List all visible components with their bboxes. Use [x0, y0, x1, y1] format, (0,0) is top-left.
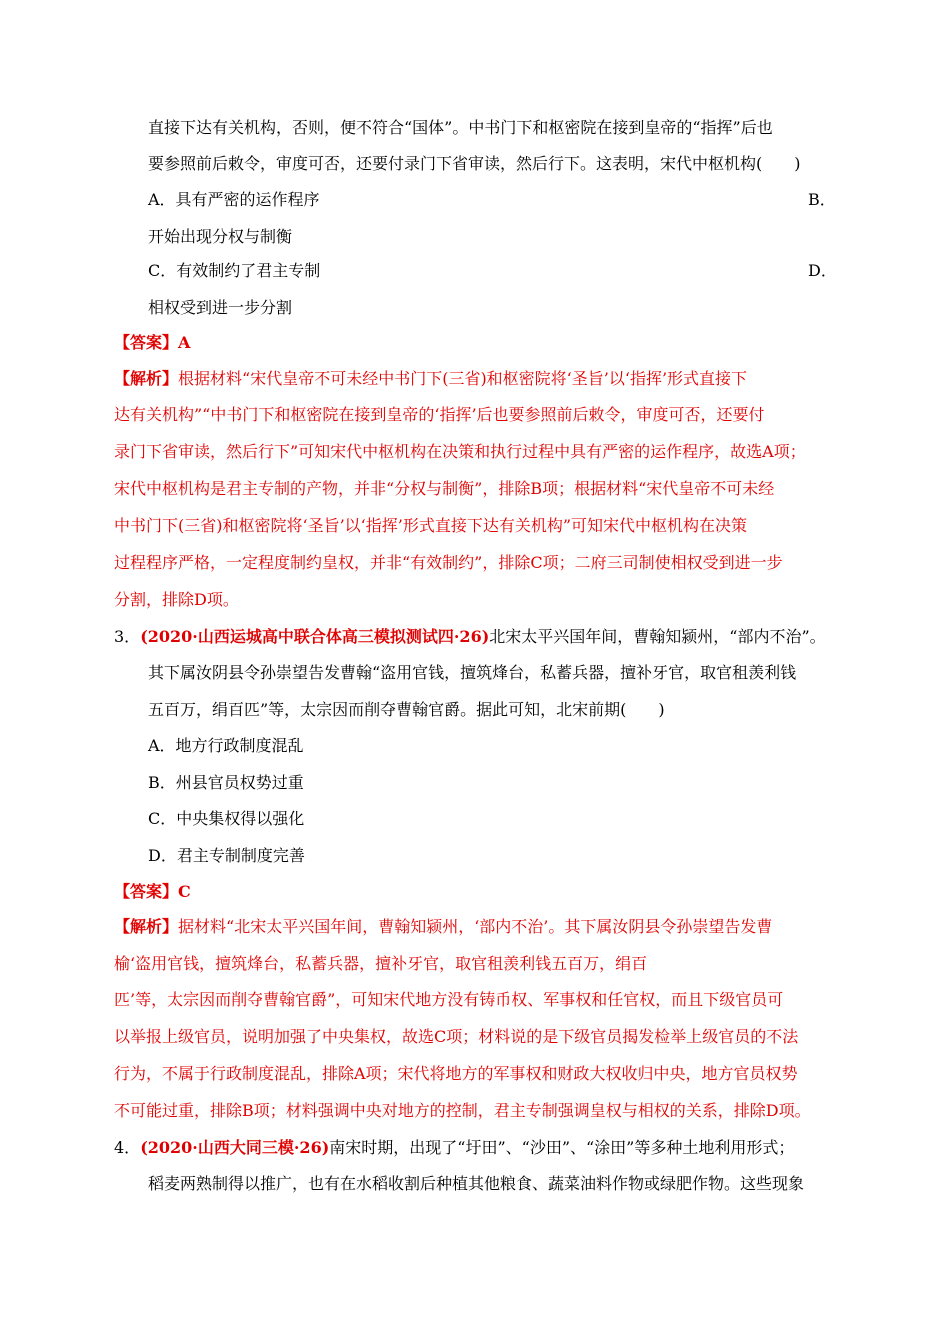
q3-stem-line-1 [114, 626, 826, 648]
q2-option-a: A．具有严密的运作程序 [148, 190, 320, 209]
q3-analysis-line-4: 以举报上级官员，说明加强了中央集权，故选C项；材料说的是下级官员揭发检举上级官员的不法 [114, 1027, 799, 1046]
question-source: (2020·山西运城高中联合体高三模拟测试四·26) [140, 627, 490, 646]
question-number: 4． [114, 1138, 141, 1157]
q2-option-b-label: B． [808, 190, 836, 209]
q2-option-d-text: 相权受到进一步分割 [148, 298, 293, 317]
q2-analysis-line-7: 分割，排除D项。 [114, 590, 239, 609]
q2-answer [114, 332, 190, 354]
q3-analysis-line-3: 匹’等，太宗因而削夺曹翰官爵”，可知宋代地方没有铸币权、军事权和任官权，而且下级官员可 [114, 990, 784, 1009]
q3-option-c: C．中央集权得以强化 [148, 809, 305, 828]
q4-stem-line-1 [114, 1137, 794, 1159]
q2-analysis-line-3: 录门下省审读，然后行下”可知宋代中枢机构在决策和执行过程中具有严密的运作程序，故选A项； [114, 442, 806, 461]
q2-analysis-line-2: 达有关机构”“中书门下和枢密院在接到皇帝的‘指挥’后也要参照前后敕令，审度可否，还要付 [114, 405, 765, 424]
q4-stem-line-2: 稻麦两熟制得以推广，也有在水稻收割后种植其他粮食、蔬菜油料作物或绿肥作物。这些现象 [148, 1174, 805, 1193]
question-number: 3． [114, 627, 141, 646]
analysis-label: 【解析】 [114, 917, 179, 936]
answer-value: A [178, 333, 191, 352]
q2-analysis-line-5: 中书门下(三省)和枢密院将‘圣旨’以‘指挥’形式直接下达有关机构”可知宋代中枢机构在决策 [114, 516, 748, 535]
q3-stem-line-3: 五百万，绢百匹”等，太宗因而削夺曹翰官爵。据此可知，北宋前期( ) [148, 700, 665, 719]
q3-analysis-line-1 [114, 916, 772, 938]
q2-option-c: C．有效制约了君主专制 [148, 261, 321, 280]
q2-analysis-line-4: 宋代中枢机构是君主专制的产物，并非“分权与制衡”，排除B项；根据材料“宋代皇帝不可未经 [114, 479, 775, 498]
q3-option-a: A．地方行政制度混乱 [148, 736, 304, 755]
q2-analysis-line-1 [114, 368, 747, 390]
question-stem-start: 南宋时期，出现了“圩田”、“沙田”、“涂田”等多种土地利用形式； [329, 1138, 795, 1157]
q2-stem-line-1: 直接下达有关机构，否则，便不符合“国体”。中书门下和枢密院在接到皇帝的“指挥”后也 [148, 118, 773, 137]
q3-analysis-line-6: 不可能过重，排除B项；材料强调中央对地方的控制，君主专制强调皇权与相权的关系，排除D项。 [114, 1101, 811, 1120]
question-source: (2020·山西大同三模·26) [140, 1138, 330, 1157]
q3-analysis-line-5: 行为，不属于行政制度混乱，排除A项；宋代将地方的军事权和财政大权收归中央，地方官员权势 [114, 1064, 798, 1083]
q3-option-d: D．君主专制制度完善 [148, 846, 305, 865]
q2-option-b-text: 开始出现分权与制衡 [148, 227, 293, 246]
analysis-text: 据材料“北宋太平兴国年间，曹翰知颍州，‘部内不治’。其下属汝阴县令孙崇望告发曹 [178, 917, 773, 936]
q3-answer [114, 881, 191, 903]
analysis-text: 根据材料“宋代皇帝不可未经中书门下(三省)和枢密院将‘圣旨’以‘指挥’形式直接下 [178, 369, 748, 388]
q2-analysis-line-6: 过程程序严格，一定程度制约皇权，并非“有效制约”，排除C项；二府三司制使相权受到进一步 [114, 553, 783, 572]
q3-analysis-line-2: 榆‘盗用官钱，擅筑烽台，私蓄兵器，擅补牙官，取官租羡利钱五百万，绢百 [114, 954, 648, 973]
analysis-label: 【解析】 [114, 369, 179, 388]
question-stem-start: 北宋太平兴国年间，曹翰知颍州，“部内不治”。 [489, 627, 826, 646]
q3-stem-line-2: 其下属汝阴县令孙崇望告发曹翰“盗用官钱，擅筑烽台，私蓄兵器，擅补牙官，取官租羡利钱 [148, 663, 797, 682]
answer-label: 【答案】 [114, 333, 179, 352]
q3-option-b: B．州县官员权势过重 [148, 773, 304, 792]
answer-label: 【答案】 [114, 882, 179, 901]
q2-stem-line-2: 要参照前后敕令，审度可否，还要付录门下省审读，然后行下。这表明，宋代中枢机构( ) [148, 154, 801, 173]
answer-value: C [178, 882, 191, 901]
q2-option-d-label: D． [808, 261, 837, 280]
